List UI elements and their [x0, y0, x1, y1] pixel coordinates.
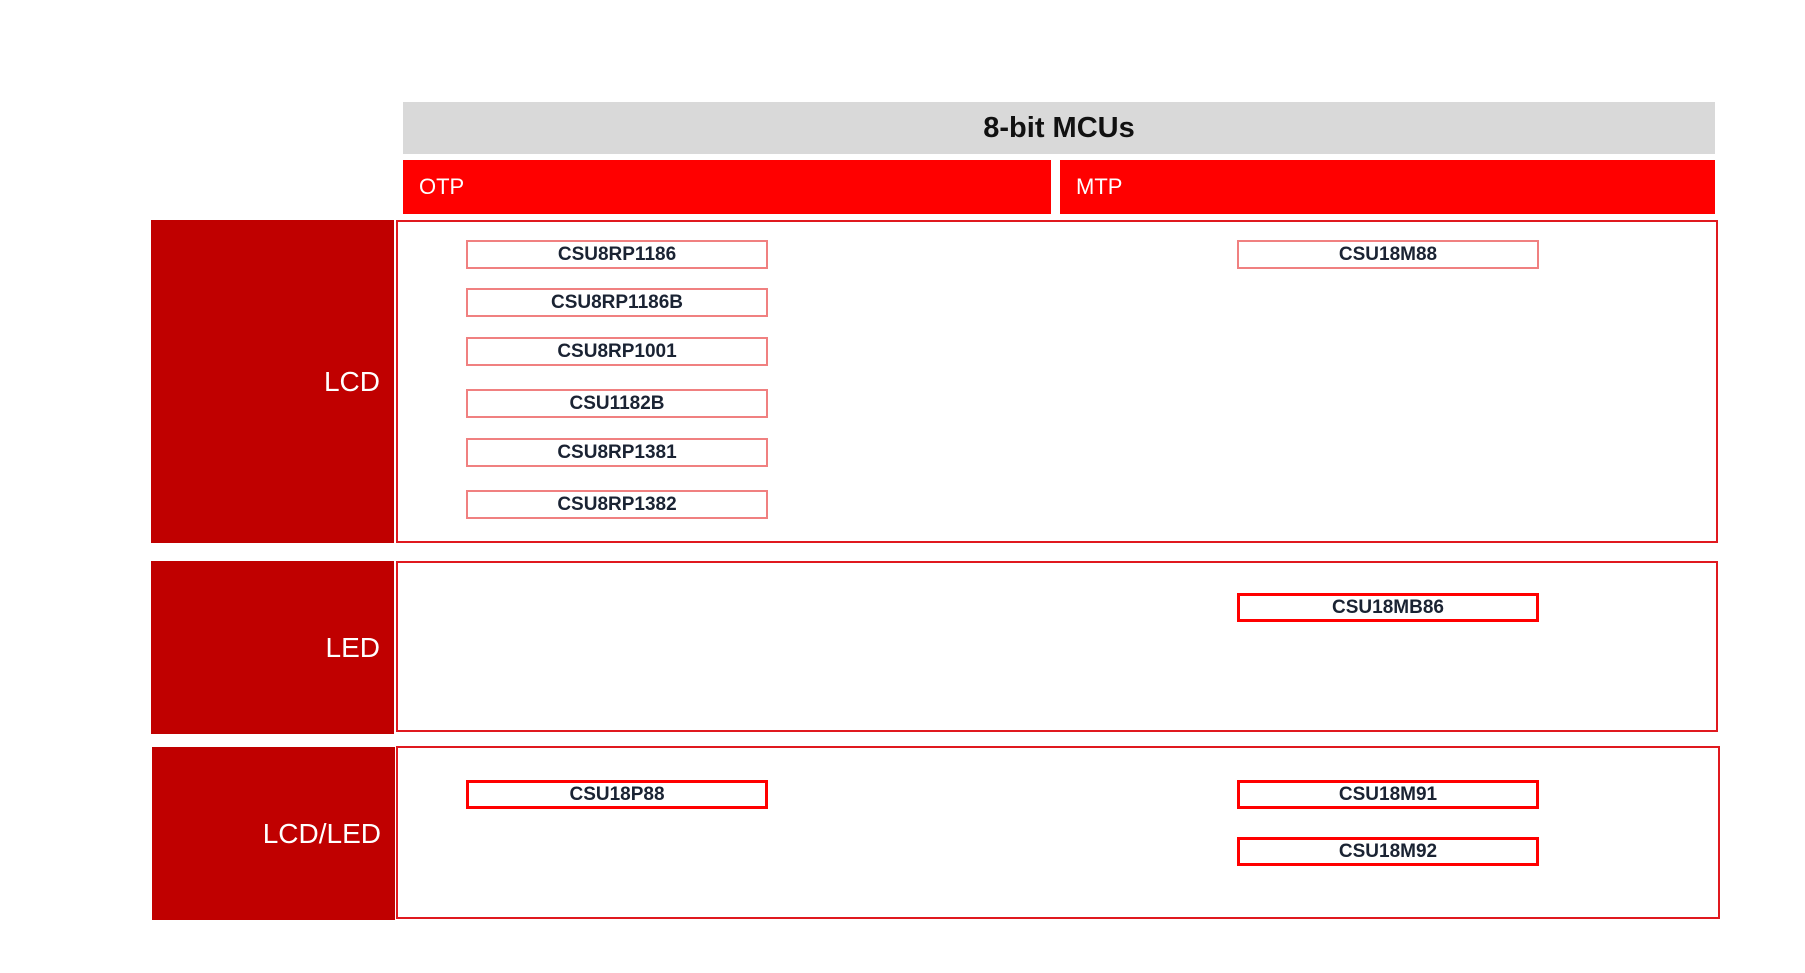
row-frame-led	[396, 561, 1718, 732]
chip-mtp-lcd-1: CSU18M88	[1237, 240, 1539, 269]
chip-otp-lcd-2: CSU8RP1186B	[466, 288, 768, 317]
column-header-otp: OTP	[403, 160, 1051, 214]
row-label-led: LED	[151, 561, 394, 734]
row-label-lcd: LCD	[151, 220, 394, 543]
chip-otp-lcd-5: CSU8RP1381	[466, 438, 768, 467]
column-header-mtp: MTP	[1060, 160, 1715, 214]
chip-mtp-led-1: CSU18MB86	[1237, 593, 1539, 622]
chip-otp-lcd-3: CSU8RP1001	[466, 337, 768, 366]
chip-otp-lcd-4: CSU1182B	[466, 389, 768, 418]
chip-otp-lcd-1: CSU8RP1186	[466, 240, 768, 269]
row-label-lcd-led: LCD/LED	[152, 747, 395, 920]
chip-otp-lcd-6: CSU8RP1382	[466, 490, 768, 519]
row-frame-lcd-led	[396, 746, 1720, 919]
chip-otp-lcd-led-1: CSU18P88	[466, 780, 768, 809]
chip-mtp-lcd-led-1: CSU18M91	[1237, 780, 1539, 809]
diagram-title: 8-bit MCUs	[403, 102, 1715, 154]
chip-mtp-lcd-led-2: CSU18M92	[1237, 837, 1539, 866]
